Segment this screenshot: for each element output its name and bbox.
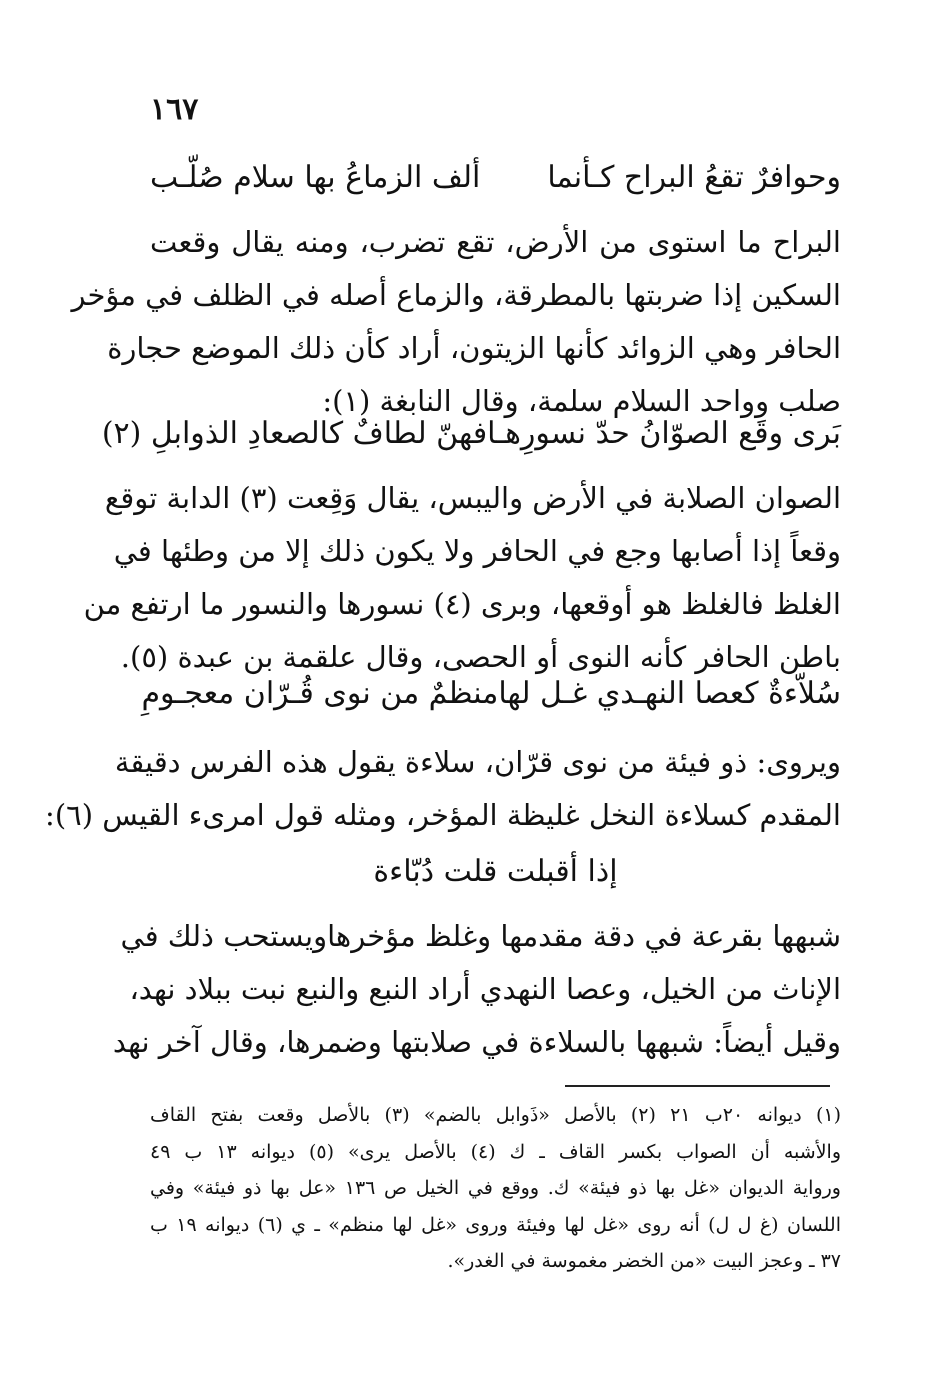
footnote-line: ورواية الديوان «غل بها ذو فيئة» ك. ووقع في الخيل ص ١٣٦ «عل بها ذو فيئة» وفي	[150, 1177, 841, 1199]
paragraph-3-line: ويروى: ذو فيئة من نوى قرّان، سلاءة يقول هذه الفرس دقيقة	[114, 745, 841, 779]
paragraph-3	[45, 736, 841, 842]
paragraph-4	[112, 910, 841, 1069]
paragraph-1-line: البراح ما استوى من الأرض، تقع تضرب، ومنه يقال وقعت	[150, 225, 841, 259]
paragraph-2-line: الغلظ فالغلظ هو أوقعها، وبرى (٤) نسورها والنسور ما ارتفع من	[83, 587, 841, 621]
footnotes	[150, 1097, 841, 1280]
paragraph-1	[71, 216, 841, 428]
verse-2-first-hemistich: بَرى وقَع الصوّانُ حدّ نسورِهـا	[487, 416, 841, 451]
paragraph-2	[83, 472, 841, 684]
paragraph-1-line: صلب وواحد السلام سلمة، وقال النابغة (١):	[322, 384, 841, 418]
verse-1-second-hemistich: ألف الزماعُ بها سلام صُلّـب	[150, 160, 481, 195]
verse-2-second-hemistich: فهنّ لطافٌ كالصعادِ الذوابلِ (٢)	[101, 416, 488, 451]
paragraph-2-line: الصوان الصلابة في الأرض واليبس، يقال وَقِعت (٣) الدابة توقع	[104, 481, 841, 515]
verse-4: إذا أقبلت قلت دُبّاءة	[373, 854, 618, 889]
footnote-line: ٣٧ ـ وعجز البيت «من الخضر مغموسة في الغدر».	[447, 1250, 841, 1272]
paragraph-2-line: باطن الحافر كأنه النوى أو الحصى، وقال علقمة بن عبدة (٥).	[120, 640, 841, 674]
verse-3-first-hemistich: سُلاّءةٌ كعصا النهـدي غـل لها	[498, 676, 841, 711]
footnote-line: والأشبه أن الصواب بكسر القاف ـ ك (٤) بالأصل يرى» (٥) ديوانه ١٣ ب ٤٩	[150, 1140, 841, 1163]
verse-3	[141, 674, 841, 714]
verse-2	[101, 414, 841, 454]
verse-3-second-hemistich: منظمٌ من نوى قُـرّان معجـومِ	[141, 676, 499, 711]
verse-1	[150, 158, 841, 198]
paragraph-4-line: وقيل أيضاً: شبهها بالسلاءة في صلابتها وضمرها، وقال آخر نهد	[112, 1025, 841, 1059]
verse-1-first-hemistich: وحوافرٌ تقعُ البراح كـأنما	[547, 160, 841, 195]
paragraph-4-line: شبهها بقرعة في دقة مقدمها وغلظ مؤخرهاويستحب ذلك في	[120, 919, 841, 953]
paragraph-4-line: الإناث من الخيل، وعصا النهدي أراد النبع والنبع نبت ببلاد نهد،	[129, 972, 841, 1006]
paragraph-1-line: الحافر وهي الزوائد كأنها الزيتون، أراد كأن ذلك الموضع حجارة	[107, 331, 841, 365]
footnote-separator	[565, 1085, 830, 1087]
page-number: ١٦٧	[150, 92, 199, 127]
paragraph-2-line: وقعاً إذا أصابها وجع في الحافر ولا يكون ذلك إلا من وطئها في	[113, 534, 841, 568]
paragraph-1-line: السكين إذا ضربتها بالمطرقة، والزماع أصله في الظلف في مؤخر	[71, 278, 841, 312]
footnote-line: اللسان (غ ل ل) أنه روى «غل لها وفيئة وروى «غل لها منظم» ـ ي (٦) ديوانه ١٩ ب	[150, 1213, 841, 1236]
paragraph-3-line: المقدم كسلاءة النخل غليظة المؤخر، ومثله قول امرىء القيس (٦):	[45, 798, 841, 832]
footnote-line: (١) ديوانه ٢٠ب ٢١ (٢) بالأصل «ذَوابل بالضم» (٣) بالأصل وقعت بفتح القاف	[150, 1104, 842, 1126]
